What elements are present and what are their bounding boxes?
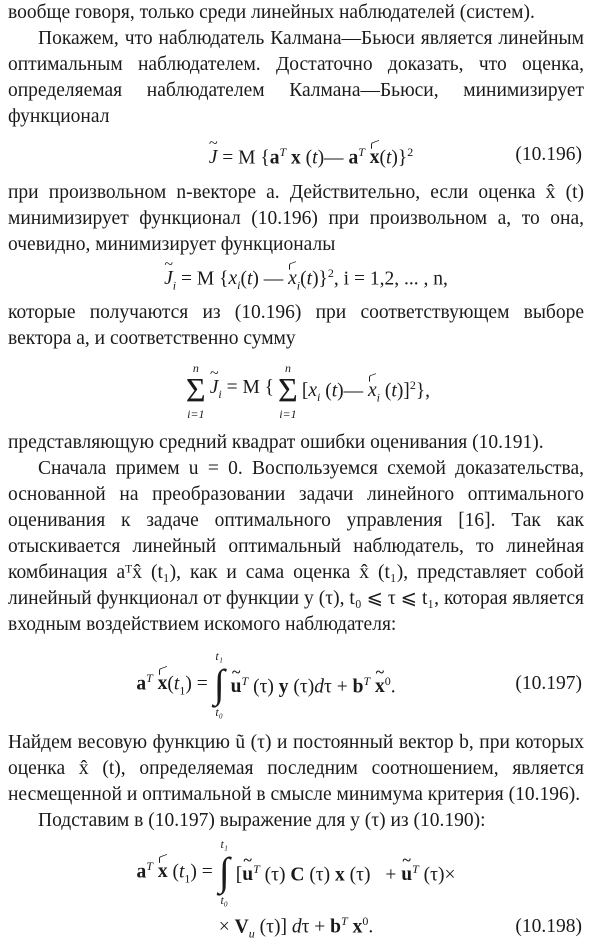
equation-10-196: ~ J = M {$a^T$ x (t)— $a^T$ x(t)}$^2$ (10.196) [38,130,584,180]
paragraph-scheme: Сначала примем u = 0. Воспользуемся схемой доказательства, основанной на преобразовании задачи линейного оптимального оценивания к задаче оптимального управления [16]. Так как отыскивается линейный оптимальный наблюдатель, то линейная комбинация aᵀx̂ (t₁), как и сама оценка x̂ (t₁), представляет собой линейный функционал от функции y (τ), t₀ ⩽ τ ⩽ t₁, которая является входным воздействием искомого наблюдателя: [8,458,584,635]
paragraph-claim: Покажем, что наблюдатель Калмана—Бьюси является линейным оптимальным наблюдателем. Достаточно доказать, что оценка, определяемая наблюдателем Калмана—Бьюси, минимизирует функционал [8,28,584,127]
equation-sum: n Σ i=1 ~ $J_i = M$ { n Σ i=1 [$x_i$ (t)— $x_i$ (t)]$^2$}, [28,352,584,430]
paragraph-arbitrary-vector: при произвольном n-векторе a. Действительно, если оценка x̂ (t) минимизирует функционал (10.196) при произвольном a, то она, очевидно, минимизирует функционалы [8,182,584,255]
paragraph-weight-function: Найдем весовую функцию ũ (τ) и постоянный вектор b, при которых оценка x̂ (t), определяемая последним соотношением, является несмещенной и оптимальной в смысле минимума критерия (10.196). [8,732,584,805]
equation-number: (10.198) [515,916,582,937]
equation-Ji: ~ $J_i = M$ {$x_i(t)$ — $x_i(t)\}^2$, i = 1,2, ... , n, [28,258,584,300]
equation-number: (10.197) [515,673,582,694]
book-page [8,0,584,944]
paragraph-mean-square: представляющую средний квадрат ошибки оценивания (10.191). [8,432,544,453]
equation-10-198-line1: $a^T$ x $(t_1)$ = t₁ ∫ t₀ [~ $u^T$ (τ) C (τ) x (τ) + ~ $u^T$ (τ)× [8,834,584,910]
equation-number: (10.196) [515,144,582,165]
paragraph-substitute: Подставим в (10.197) выражение для y (τ) из (10.190): [38,810,486,831]
equation-10-198-line2: × $V_u$ (τ)] $d\tau + b^T$ $x^0$. (10.198) [218,913,582,941]
paragraph-continued: вообще говоря, только среди линейных наблюдателей (систем). [8,2,535,23]
equation-10-197: $a^T$ $x(t_1)$ = t₁ ∫ t₀ ~ $u^T$ (τ) y $(\tau)d\tau + b^T$ ~ $x^0$. (10.197) [0,638,584,730]
paragraph-sum: которые получаются из (10.196) при соответствующем выборе вектора a, и соответственно сумму [8,302,584,349]
